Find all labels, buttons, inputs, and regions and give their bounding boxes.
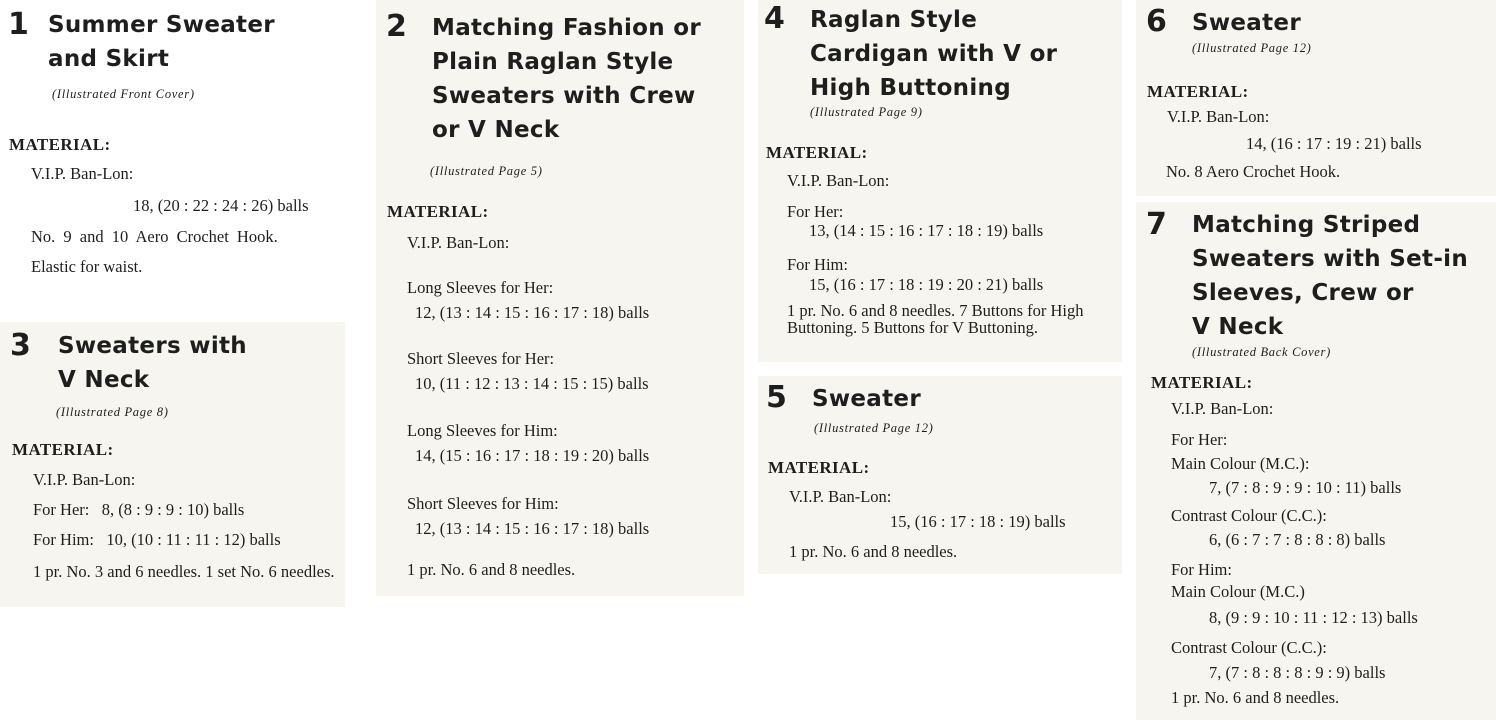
section-3-number: 3 bbox=[10, 328, 31, 363]
section-4-number: 4 bbox=[764, 1, 785, 36]
section-4-line: V.I.P. Ban-Lon: bbox=[787, 171, 890, 190]
section-3-line: V.I.P. Ban-Lon: bbox=[33, 470, 136, 489]
section-7-line: For Her: bbox=[1171, 430, 1228, 449]
section-2-title: Matching Fashion or Plain Raglan Style Sweaters with Crew or V Neck bbox=[432, 15, 701, 143]
section-2-number: 2 bbox=[386, 9, 407, 44]
section-7-line: 8, (9 : 9 : 10 : 11 : 12 : 13) balls bbox=[1209, 608, 1418, 627]
section-6-material-label: MATERIAL: bbox=[1147, 82, 1249, 101]
section-3-line: 1 pr. No. 3 and 6 needles. 1 set No. 6 needles. bbox=[33, 562, 335, 581]
section-6-line: No. 8 Aero Crochet Hook. bbox=[1166, 162, 1341, 181]
section-5-material-label: MATERIAL: bbox=[768, 458, 870, 477]
section-4-line: For Him: bbox=[787, 255, 848, 274]
section-7-line: Main Colour (M.C.): bbox=[1171, 454, 1310, 473]
section-7-line: Main Colour (M.C.) bbox=[1171, 582, 1305, 601]
section-2-line: Long Sleeves for Him: bbox=[407, 421, 558, 440]
section-6-number: 6 bbox=[1146, 4, 1167, 39]
section-7-material-label: MATERIAL: bbox=[1151, 373, 1253, 392]
section-7-line: V.I.P. Ban-Lon: bbox=[1171, 399, 1274, 418]
section-5-number: 5 bbox=[766, 380, 787, 415]
section-1-line: No. 9 and 10 Aero Crochet Hook. bbox=[31, 227, 278, 246]
section-6-illustrated: (Illustrated Page 12) bbox=[1192, 41, 1312, 55]
section-1-line: 18, (20 : 22 : 24 : 26) balls bbox=[133, 196, 309, 215]
section-4-line: 13, (14 : 15 : 16 : 17 : 18 : 19) balls bbox=[809, 221, 1044, 240]
section-4-title: Raglan Style Cardigan with V or High Buttoning bbox=[810, 7, 1058, 101]
section-1-material-label: MATERIAL: bbox=[9, 135, 111, 154]
section-3-line: For Him: 10, (10 : 11 : 11 : 12) balls bbox=[33, 530, 281, 549]
section-4-illustrated: (Illustrated Page 9) bbox=[810, 105, 923, 119]
section-5-title: Sweater bbox=[812, 386, 921, 412]
section-2-line: 14, (15 : 16 : 17 : 18 : 19 : 20) balls bbox=[415, 446, 650, 465]
section-7-line: 7, (7 : 8 : 9 : 9 : 10 : 11) balls bbox=[1209, 478, 1402, 497]
section-6-line: 14, (16 : 17 : 19 : 21) balls bbox=[1246, 134, 1422, 153]
section-2-line: 1 pr. No. 6 and 8 needles. bbox=[407, 560, 576, 579]
section-7-line: 7, (7 : 8 : 8 : 8 : 9 : 9) balls bbox=[1209, 663, 1386, 682]
section-6-line: V.I.P. Ban-Lon: bbox=[1167, 107, 1270, 126]
section-2-material-label: MATERIAL: bbox=[387, 202, 489, 221]
section-7-illustrated: (Illustrated Back Cover) bbox=[1192, 345, 1331, 359]
section-2 bbox=[376, 0, 744, 596]
section-3-title: Sweaters with V Neck bbox=[58, 333, 247, 393]
section-7-line: Contrast Colour (C.C.): bbox=[1171, 506, 1327, 525]
section-5-line: 1 pr. No. 6 and 8 needles. bbox=[789, 542, 958, 561]
section-1-line: Elastic for waist. bbox=[31, 257, 143, 276]
section-1-number: 1 bbox=[8, 7, 29, 42]
section-2-line: Short Sleeves for Him: bbox=[407, 494, 559, 513]
section-3-line: For Her: 8, (8 : 9 : 9 : 10) balls bbox=[33, 500, 245, 519]
section-4 bbox=[758, 0, 1122, 362]
section-1-illustrated: (Illustrated Front Cover) bbox=[52, 87, 195, 101]
section-2-line: 10, (11 : 12 : 13 : 14 : 15 : 15) balls bbox=[415, 374, 649, 393]
section-5 bbox=[758, 376, 1122, 574]
section-7-number: 7 bbox=[1146, 207, 1167, 242]
section-4-line: 15, (16 : 17 : 18 : 19 : 20 : 21) balls bbox=[809, 275, 1044, 294]
section-2-illustrated: (Illustrated Page 5) bbox=[430, 164, 543, 178]
section-7-title: Matching Striped Sweaters with Set-in Sleeves, Crew or V Neck bbox=[1192, 212, 1469, 340]
section-1 bbox=[0, 0, 362, 300]
section-6-title: Sweater bbox=[1192, 10, 1301, 36]
section-4-material-label: MATERIAL: bbox=[766, 143, 868, 162]
section-1-line: V.I.P. Ban-Lon: bbox=[31, 164, 134, 183]
section-2-line: 12, (13 : 14 : 15 : 16 : 17 : 18) balls bbox=[415, 519, 650, 538]
section-5-line: V.I.P. Ban-Lon: bbox=[789, 487, 892, 506]
section-5-line: 15, (16 : 17 : 18 : 19) balls bbox=[890, 512, 1066, 531]
section-4-line: 1 pr. No. 6 and 8 needles. 7 Buttons for High Buttoning. 5 Buttons for V Buttoning. bbox=[787, 301, 1084, 337]
section-6 bbox=[1136, 0, 1496, 196]
section-3 bbox=[0, 322, 345, 607]
section-7-line: 6, (6 : 7 : 7 : 8 : 8 : 8) balls bbox=[1209, 530, 1386, 549]
section-4-line: For Her: bbox=[787, 202, 844, 221]
section-7-line: 1 pr. No. 6 and 8 needles. bbox=[1171, 688, 1340, 707]
section-3-illustrated: (Illustrated Page 8) bbox=[56, 405, 169, 419]
section-2-line: Short Sleeves for Her: bbox=[407, 349, 555, 368]
section-2-line: Long Sleeves for Her: bbox=[407, 278, 554, 297]
section-2-line: 12, (13 : 14 : 15 : 16 : 17 : 18) balls bbox=[415, 303, 650, 322]
section-1-title: Summer Sweater and Skirt bbox=[48, 12, 275, 72]
section-7-line: For Him: bbox=[1171, 560, 1232, 579]
section-7-line: Contrast Colour (C.C.): bbox=[1171, 638, 1327, 657]
section-7 bbox=[1136, 202, 1496, 720]
section-2-line: V.I.P. Ban-Lon: bbox=[407, 233, 510, 252]
section-3-material-label: MATERIAL: bbox=[12, 440, 114, 459]
section-5-illustrated: (Illustrated Page 12) bbox=[814, 421, 934, 435]
